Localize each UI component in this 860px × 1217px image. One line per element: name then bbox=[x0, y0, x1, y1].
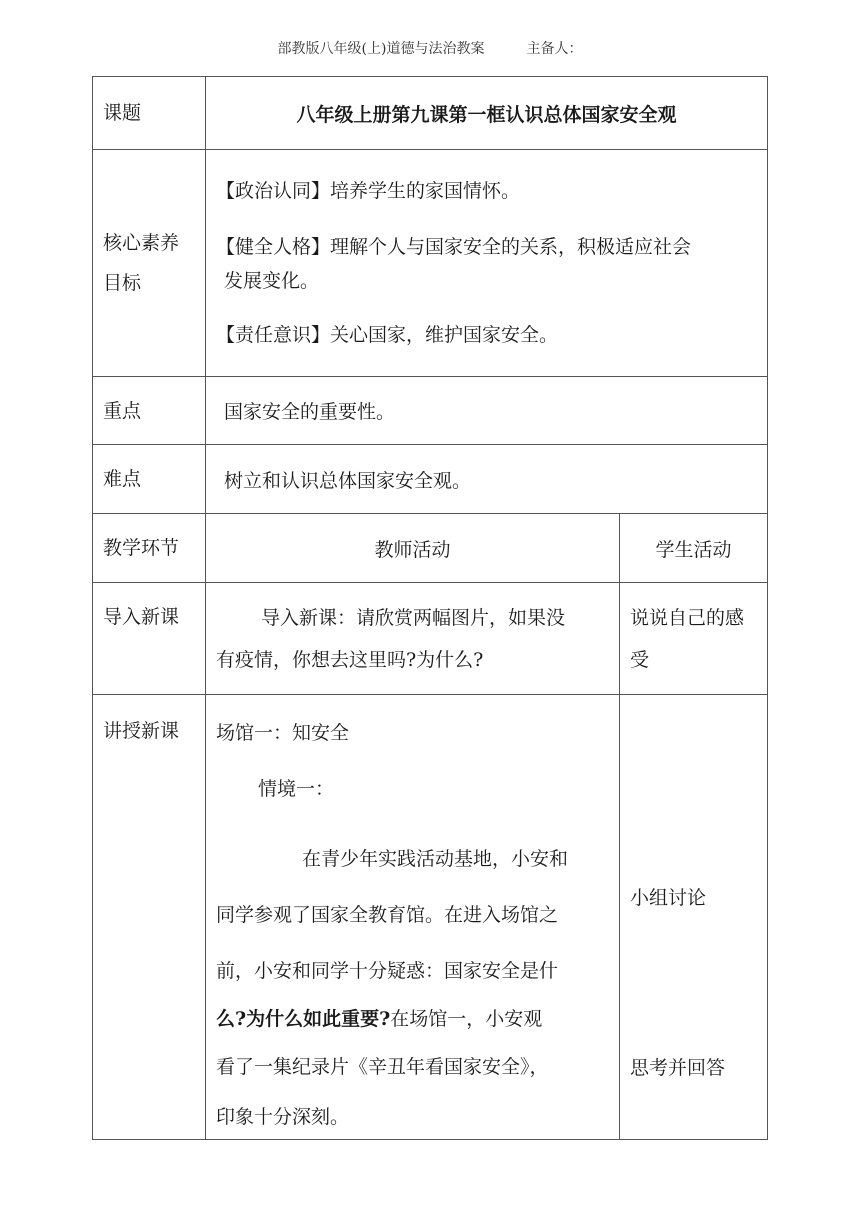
goal-personality-line1: 【健全人格】理解个人与国家安全的关系，积极适应社会 bbox=[216, 236, 692, 258]
lecture-row bbox=[93, 695, 768, 1140]
goal-political: 【政治认同】培养学生的家国情怀。 bbox=[216, 180, 521, 202]
stage-header: 教学环节 bbox=[93, 514, 206, 583]
goals-content bbox=[206, 150, 768, 377]
lecture-venue: 场馆一：知安全 bbox=[216, 722, 350, 744]
intro-student-activity bbox=[620, 583, 768, 695]
goals-label bbox=[93, 150, 206, 377]
teacher-activity-header: 教师活动 bbox=[206, 514, 620, 583]
goals-label-line2: 目标 bbox=[103, 272, 142, 294]
difficult-point-row bbox=[93, 445, 768, 514]
lesson-plan-table bbox=[92, 76, 768, 1140]
lecture-paragraph-line2: 同学参观了国家全教育馆。在进入场馆之 bbox=[216, 904, 559, 926]
intro-teacher-line1: 导入新课：请欣赏两幅图片，如果没 bbox=[261, 606, 566, 629]
student-activity-header: 学生活动 bbox=[620, 514, 768, 583]
lecture-stage: 讲授新课 bbox=[93, 695, 206, 1140]
activity-header-row bbox=[93, 514, 768, 583]
topic-label: 课题 bbox=[93, 77, 206, 150]
key-point-label: 重点 bbox=[93, 377, 206, 445]
key-point-row bbox=[93, 377, 768, 445]
lecture-paragraph-line4 bbox=[206, 997, 619, 1041]
document-title: 部教版八年级(上)道德与法治教案 bbox=[277, 41, 485, 57]
lecture-paragraph-line4-rest: 在场馆一，小安观 bbox=[390, 1008, 543, 1030]
intro-teacher-activity bbox=[206, 583, 620, 695]
lecture-student-answer: 思考并回答 bbox=[630, 1057, 726, 1079]
difficult-point-label: 难点 bbox=[93, 445, 206, 514]
intro-stage: 导入新课 bbox=[93, 583, 206, 695]
key-point-value: 国家安全的重要性。 bbox=[206, 377, 768, 445]
lecture-paragraph-line6: 印象十分深刻。 bbox=[216, 1106, 350, 1128]
editor-label: 主备人： bbox=[526, 41, 583, 57]
lecture-paragraph-line3: 前，小安和同学十分疑惑：国家安全是什 bbox=[216, 960, 559, 982]
goals-label-line1: 核心素养 bbox=[103, 232, 180, 254]
difficult-point-value: 树立和认识总体国家安全观。 bbox=[206, 445, 768, 514]
goal-personality-line2: 发展变化。 bbox=[224, 270, 320, 292]
lecture-student-discussion: 小组讨论 bbox=[630, 887, 707, 909]
intro-row bbox=[93, 583, 768, 695]
topic-value: 八年级上册第九课第一框认识总体国家安全观 bbox=[206, 77, 768, 150]
goal-responsibility: 【责任意识】关心国家，维护国家安全。 bbox=[216, 324, 559, 346]
intro-student-line2: 受 bbox=[630, 648, 650, 671]
intro-student-line1: 说说自己的感 bbox=[630, 606, 745, 629]
page-header bbox=[0, 38, 860, 58]
lecture-student-activity bbox=[620, 695, 768, 1140]
intro-teacher-line2: 有疫情，你想去这里吗?为什么? bbox=[216, 648, 484, 671]
lecture-paragraph-line1: 在青少年实践活动基地，小安和 bbox=[302, 848, 569, 870]
lecture-paragraph-line5: 看了一集纪录片《辛丑年看国家安全》， bbox=[216, 1056, 549, 1078]
goals-row bbox=[93, 150, 768, 377]
lecture-scenario: 情境一： bbox=[258, 778, 335, 800]
topic-row bbox=[93, 77, 768, 150]
lecture-question-bold: 么?为什么如此重要? bbox=[216, 1008, 391, 1030]
lecture-teacher-activity bbox=[206, 695, 620, 1140]
